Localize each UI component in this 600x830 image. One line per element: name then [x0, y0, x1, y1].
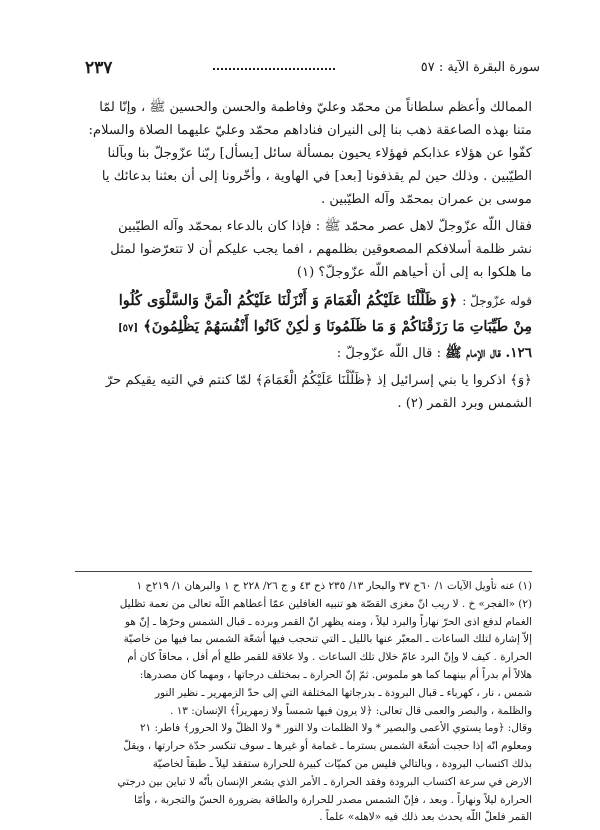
running-title: سورة البقرة الآية : ٥٧ — [420, 60, 540, 75]
footnote-line: (٢) «الفجر» خ . لا ريب انّ مغزى القصّة هو تنبيه الغافلين عمّا أعطاهم اللّه تعالى من نعمة تظليل — [119, 597, 532, 610]
text-line: ﴿وَ﴾ اذكروا يا بني إسرائيل إذ ﴿ظَلَّلْنَا عَلَيْكُمُ الْغَمَامَ﴾ لمّا كنتم في التيه يقيكم حرّ — [105, 373, 532, 388]
section-heading: ١٢٦. قال الإمام ﷺ — [445, 345, 532, 361]
text-line: متنا بهذه الصاعقة ذهب بنا إلى النيران فناداهم محمّد وعليّ عليهما الصلاة والسلام: — [88, 123, 532, 138]
section-heading-line — [75, 342, 532, 365]
footnote-line: الغمام لدفع اذى الحرّ نهاراً والبرد ليلاً ، ومنه يظهر انّ القمر وبرده ـ قبال الشمس وحرّها ـ إنّ هو — [124, 615, 532, 628]
section-heading-rest: : قال اللّه عزّوجلّ : — [336, 346, 442, 361]
footnote-line: والظلمة ، والبصر والعمى قال تعالى: ﴿لا يرون فيها شمساً ولا زمهريراً﴾ الإنسان: ١٣ . — [170, 704, 532, 717]
footnote-line: بذلك اكتساب البرودة ، وبالتالي فليس من كميّات كبيرة للحرارة ستفقد ليلاً ـ طبقاً لخاصيّة — [152, 757, 532, 770]
footnote-line: القمر فلعلّ اللّه يحدث بعد ذلك فيه «لاهله» علماً . — [319, 811, 532, 824]
text-line: الطيّبين . وذلك حين لم يقذفونا [بعد] في الهاوية ، وأخّرونا إلى أن بعثنا بدعائك يا — [101, 169, 532, 184]
footnote-line: ومعلوم انّه إذا حجبت أشعّة الشمس بسترما ـ غمامة أو غيرها ـ سوف تنكسر حدّة حرارتها ، ويقلّ — [123, 740, 532, 753]
text-line: نشر ظلمة أسلافكم المصعوقين بظلمهم ، افما يجب عليكم أن لا تتعرّضوا لمثل — [110, 242, 532, 257]
footnote-line: الحرارة . كيف لا وإنّ البرد عامّ خلال تلك الساعات . ولا علاقة للقمر طلع أم أفل ، محاقاً كان أم — [127, 651, 532, 664]
footnote-line: إلاّ إشارة لتلك الساعات ـ المعبّر عنها بالليل ـ التي تنحجب فيها أشعّة الشمس بما فيها من خاصيّة — [123, 633, 532, 646]
footnote-separator — [75, 571, 532, 572]
text-line: ما هلكوا به إلى أن أحياهم اللّه عزّوجلّ؟ (١) — [296, 265, 532, 280]
footnotes — [75, 578, 532, 827]
text-line: كفّوا عن هؤلاء عذابكم فهؤلاء يحيون بمسألة سائل [يسأل] ربّنا عزّوجلّ بنا وبآلنا — [107, 146, 532, 161]
header-dotted-rule — [213, 68, 335, 70]
footnote-line: وقال: ﴿وما يستوي الأعمى والبصير * ولا الظلمات ولا النور * ولا الظلّ ولا الحرور﴾ فاطر: ٢١ — [139, 722, 532, 735]
verse-text: ﴿وَ ظَلَّلْنَا عَلَيْكُمُ الْغَمَامَ وَ أَنْزَلْنَا عَلَيْكُمُ الْمَنَّ وَالسَّلْوَى كُلُوا — [118, 292, 458, 309]
page-number: ٢٣٧ — [85, 58, 113, 78]
verse-line — [75, 314, 532, 342]
verse-line — [75, 288, 532, 314]
verse-text: مِنْ طَيِّبَاتِ مَا رَزَقْنَاكُمْ وَ مَا ظَلَمُونَا وَ لٰكِنْ كَانُوا أَنْفُسَهُمْ يَظْلِمُونَ﴾ — [143, 318, 532, 335]
text-line: الشمس وبرد القمر (٢) . — [397, 396, 532, 411]
footnote-line: الارض في سرعة اكتساب البرودة وفقد الحرارة ـ الأمر الذي يشعر الإنسان بأنّه لا تباين بين درجتي — [117, 775, 532, 788]
text-line: الممالك وأعظم سلطاناً من محمّد وعليّ وفاطمة والحسن والحسين ﷺ ، وإنّا لمّا — [99, 100, 532, 115]
verse-reference: [٥٧] — [117, 323, 139, 334]
text-line: موسى بن عمران بمحمّد وآله الطيّبين . — [320, 192, 532, 207]
page-header — [85, 58, 540, 80]
verse-intro: قوله عزّوجلّ : — [462, 294, 532, 308]
footnote-line: شمس ، نار ، كهرباء ـ قبال البرودة ـ بدرجاتها المختلفة التي إلى حدّ الزمهرير ـ نظير النور — [154, 686, 532, 699]
main-text — [75, 96, 532, 415]
footnote-line: الحرارة ليلاً ونهاراً . وبعد ، فإنّ الشمس مصدر للحرارة والطاقة بضرورة الحسّ والتجربة ، وأمّا — [134, 793, 532, 806]
footnote-line: هلالاً أم بدراً أم بينهما كما هو ملموس. ثمّ إنّ الحرارة ـ بمختلف درجاتها ، ومهما كان مصدرها: — [139, 668, 532, 681]
footnote-line: (١) عنه تأويل الآيات ١/ ٦٠ح ٣٧ والبحار ١٣/ ٢٣٥ ذح ٤٣ و ج ٢٦/ ٢٢٨ ح ١ والبرهان ١/ ٢١٩ح ١ — [136, 580, 532, 592]
text-line: فقال اللّه عزّوجلّ لاهل عصر محمّد ﷺ : فإذا كان بالدعاء بمحمّد وآله الطيّبين — [118, 219, 532, 234]
